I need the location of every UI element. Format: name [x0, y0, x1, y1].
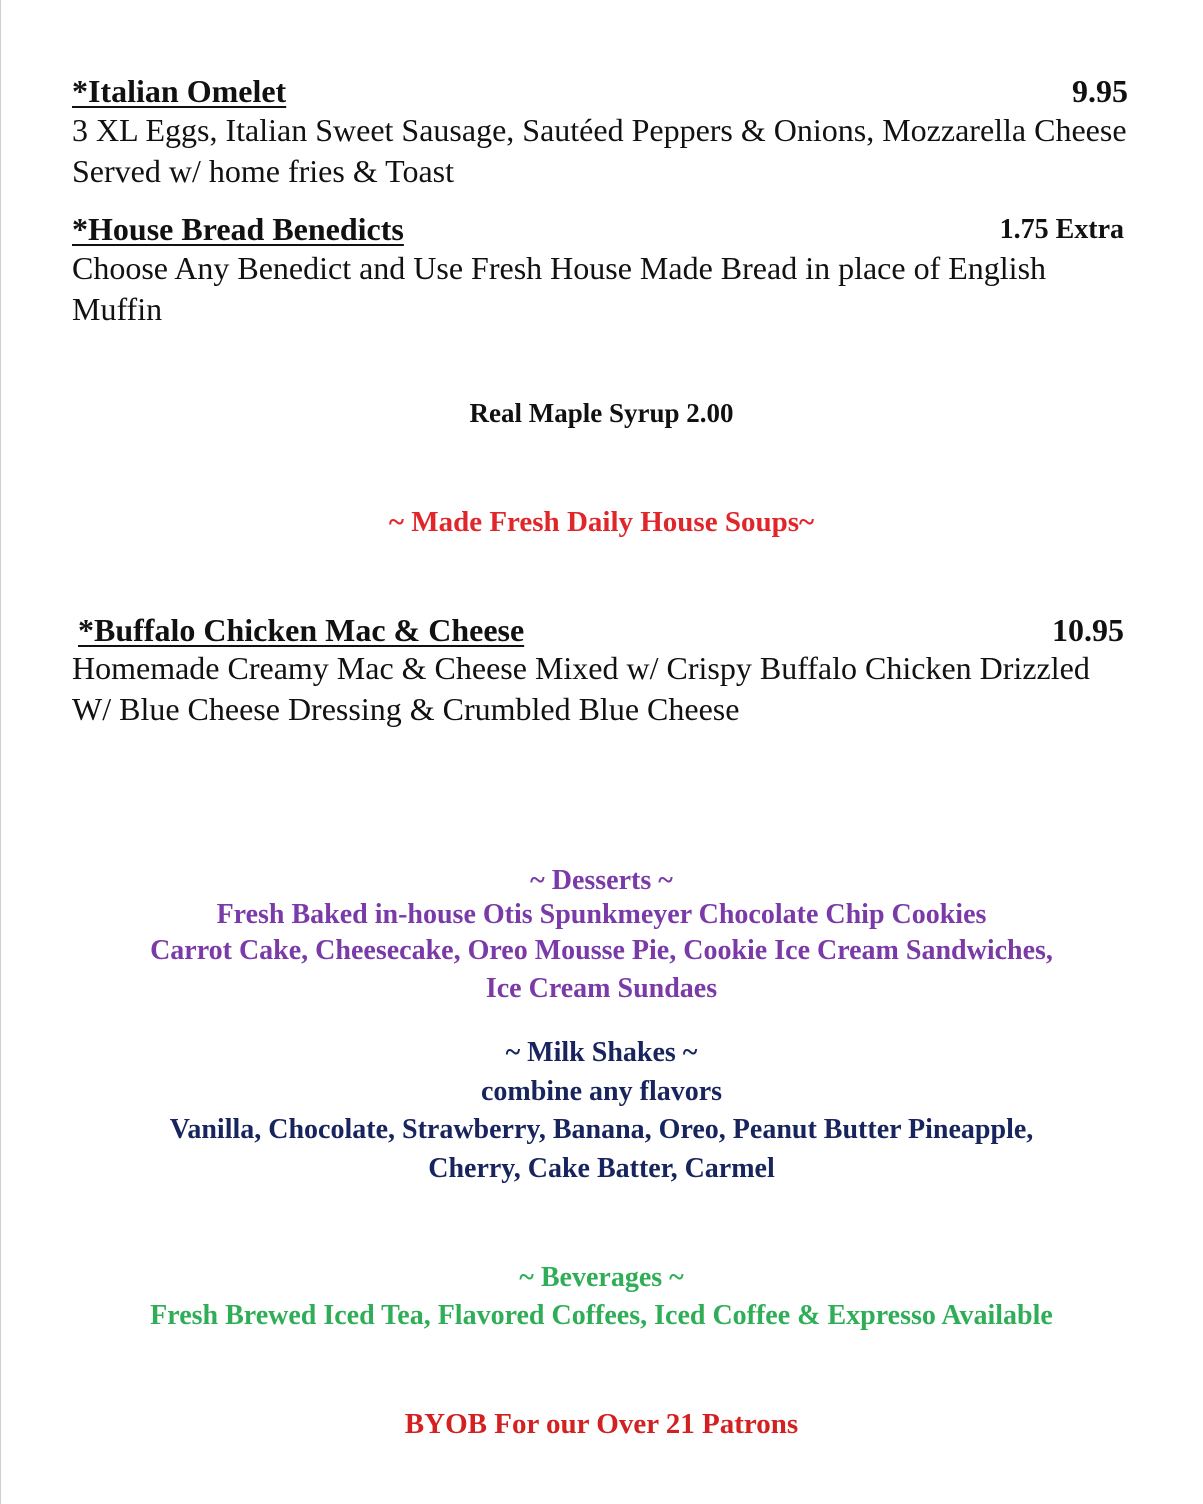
item-description-italian-omelet: 3 XL Eggs, Italian Sweet Sausage, Sautéed Peppers & Onions, Mozzarella Cheese Served w/ home fries & Toast: [72, 112, 1127, 189]
soups-heading: ~ Made Fresh Daily House Soups~: [388, 506, 815, 538]
milkshakes-flavors-line: Vanilla, Chocolate, Strawberry, Banana, Oreo, Peanut Butter Pineapple,: [169, 1114, 1034, 1145]
desserts-line: Fresh Baked in-house Otis Spunkmeyer Chocolate Chip Cookies: [216, 899, 987, 930]
item-title-buffalo-chicken-mac: *Buffalo Chicken Mac & Cheese: [78, 612, 525, 648]
beverages-line: Fresh Brewed Iced Tea, Flavored Coffees, Iced Coffee & Expresso Available: [150, 1300, 1053, 1331]
item-description-buffalo-chicken-mac: Homemade Creamy Mac & Cheese Mixed w/ Crispy Buffalo Chicken Drizzled W/ Blue Cheese Dressing & Crumbled Blue Cheese: [72, 650, 1090, 727]
desserts-line: Carrot Cake, Cheesecake, Oreo Mousse Pie, Cookie Ice Cream Sandwiches,: [150, 935, 1053, 966]
item-description-house-bread-benedicts: Choose Any Benedict and Use Fresh House Made Bread in place of English Muffin: [72, 250, 1047, 327]
item-price-house-bread-benedicts: 1.75 Extra: [999, 214, 1124, 245]
beverages-heading: ~ Beverages ~: [519, 1262, 684, 1293]
syrup-note: Real Maple Syrup 2.00: [469, 398, 734, 428]
milkshakes-heading: ~ Milk Shakes ~: [505, 1037, 698, 1068]
item-title-italian-omelet: *Italian Omelet: [72, 73, 287, 109]
desserts-heading: ~ Desserts ~: [530, 865, 673, 896]
item-title-house-bread-benedicts: *House Bread Benedicts: [72, 211, 404, 247]
milkshakes-flavors-line: Cherry, Cake Batter, Carmel: [428, 1153, 775, 1184]
desserts-line: Ice Cream Sundaes: [485, 973, 718, 1004]
byob-note: BYOB For our Over 21 Patrons: [404, 1408, 799, 1440]
milkshakes-subheading: combine any flavors: [480, 1076, 723, 1107]
item-price-italian-omelet: 9.95: [1072, 73, 1128, 109]
item-price-buffalo-chicken-mac: 10.95: [1052, 612, 1124, 648]
